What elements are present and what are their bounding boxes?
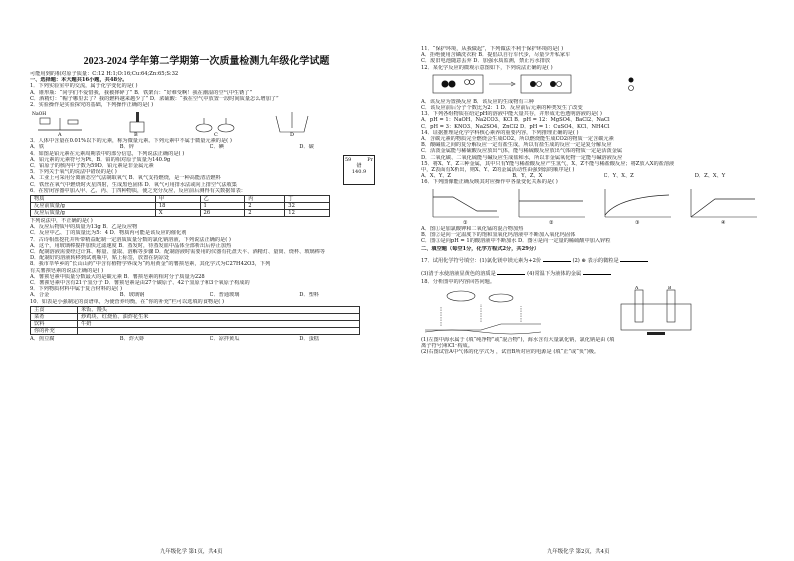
table-header: 甲 (155, 196, 200, 203)
question-10-options (30, 336, 383, 342)
q10-option-c: C．凉拌黄瓜 (209, 335, 240, 342)
table-row (31, 327, 360, 334)
table-cell: 牛奶 (78, 320, 360, 327)
q6-mass-table (30, 195, 330, 217)
exam-title: 2023-2024 学年第二学期第一次质量检测九年级化学试题 (83, 56, 330, 67)
q17-part-2: (2) (572, 258, 580, 265)
question-15: 15．将X、Y、Z三种金属，其中只有Y能与稀盐酸反应产生氢气，X、Z不能与稀盐酸反应；将Z放入X的盐溶液 (421, 160, 675, 167)
table-cell: 你的补充 (31, 327, 78, 334)
question-5: 5．下列关于氧气的说法中错误的是( ) (30, 169, 117, 176)
q10-option-b: B．炸大虾 (119, 335, 145, 342)
question-1: 1．下列实验室中的交流，属于化学变化的是( ) (30, 83, 138, 90)
question-2: 2．实验操作是实验探究的基础，下列操作正确的是( ) (30, 102, 154, 109)
q14-option-b: B．酸碱盐之间的复分解反应一定有盐生成，所以有盐生成的反应一定是复分解反应 (421, 142, 612, 149)
q9-option-d: D．塑料 (299, 292, 319, 299)
electrolysis-figure (621, 286, 691, 335)
exam-page-2 (397, 0, 794, 561)
dropper-figure (106, 110, 176, 136)
question-17-cont (421, 269, 780, 277)
svg-text:B: B (668, 286, 672, 292)
q18-part-1: (1)左图中海水属于 (填“纯净物”或“混合物”)，海水含有大量氯化钠，氯化钠是由 (填 (421, 337, 615, 344)
q18-part-1-cont: 离子符号)和Cl⁻构成。 (421, 343, 473, 350)
figure-label-c: C (214, 132, 218, 137)
table-cell: 1 (200, 203, 245, 210)
q12-option-cd: C．该反应前后分子个数比为2：1 D．反应前后元素的种类发生了改变 (421, 105, 583, 112)
graph-1-label: ① (463, 219, 468, 225)
section-2-heading: 二、填空题（每空1分，化学方程式2分，共29分） (421, 246, 540, 253)
q10-option-d: D．蛋糕 (299, 335, 319, 342)
table-row (31, 320, 360, 327)
table-cell: 12 (285, 210, 330, 217)
table-row (31, 203, 330, 210)
answer-blank (620, 256, 648, 262)
question-16: 16．下列图像能正确反映其对应操作中各量变化关系的是( ) (421, 179, 558, 186)
q17-part-4: (3)清于水使溶液显黄色的溶质是 (421, 270, 496, 277)
q15-option-c: C．Y、X、Z (603, 173, 634, 180)
question-8: 8．我市莘华乡的“长山山药”中含有植物学界成为“药用黄金”的薯蓣皂素，其化学式为C27H42O3，下列 (30, 261, 271, 268)
q3-option-d: D．碳 (299, 144, 314, 151)
q4-option-a: A．铂元素的元素符号为Pt，B．铂的相对原子质量为140.9g (30, 156, 171, 163)
question-13: 13．下列各组物质在给定pH的溶液中能大量共存，并形成无色透明溶液的是( ) (421, 111, 602, 118)
question-9: 9．下列物质材料中属于复合材料的是( ) (30, 286, 122, 293)
page-footer: 九年级化学 第1页，共4页 (160, 549, 223, 555)
q3-option-c: C．碘 (209, 144, 224, 151)
q5-option-ab: A．工业上可采用分离液态空气法制取氧气 B．氧气支持燃烧，是一种高能清洁燃料 (30, 175, 221, 182)
q14-option-c: C．活泼金属能与稀硫酸反应放出气体，能与稀硫酸反应放出气体的物质一定是活泼金属 (421, 148, 623, 155)
figure-label-b: B (134, 132, 138, 137)
graph-3-label: ③ (635, 219, 640, 225)
q9-option-b: B．玻璃钢 (119, 292, 145, 299)
q7-option-ab: A．这个，用玻璃棒搅拌加快过滤速度 B．蒸发时，待蒸发皿中晶体全部析出后停止加热 (30, 242, 232, 249)
table-cell: X (155, 210, 200, 217)
question-4: 4．如图是铂元素在元素周期表中的部分信息，下列说法正确的是( ) (30, 150, 185, 157)
graph-4-label: ④ (721, 219, 726, 225)
q18-figures (421, 286, 761, 336)
table-cell: 反应后质量/g (31, 210, 156, 217)
table-cell: 饮料 (31, 320, 78, 327)
table-cell: 26 (200, 210, 245, 217)
table-cell: 2 (245, 210, 285, 217)
q17-part-1: 17．试用化学符号填空：(1)氯化镁中镁元素为+2价 (421, 258, 542, 265)
q9-option-c: C．普通玻璃 (209, 292, 240, 299)
q15-option-d: D．Z、X、Y (694, 173, 726, 180)
q9-option-a: A．合金 (30, 292, 50, 299)
q18-part-2: (2)右图试管A中气体的化学式为 ，试管B所对应的电源是 (填“正”或“负”)极。 (421, 349, 600, 356)
question-12: 12．某化学反应的微观示意图如下，下列说法正确的是( ) (421, 64, 553, 71)
question-3: 3．人体中含量在0.01%以下的元素，称为微量元素。下列元素中不属于微量元素的是( ) (30, 138, 232, 145)
q16-option-b: B．图②是向一定温度下的饱和氢氧化钙溶液中不断加入氧化钙固体 (421, 231, 576, 238)
question-2-figures (30, 110, 383, 136)
table-cell: 主食 (31, 306, 78, 313)
table-header: 乙 (200, 196, 245, 203)
q6-option-ab: A．反应后物质甲的质量为13g B．乙是反应物 (30, 224, 138, 231)
figure-label-d: D (290, 132, 295, 137)
q3-option-b: B．锌 (119, 144, 134, 151)
water-cycle-figure (425, 291, 541, 334)
q12-option-ab: A．该反应为置换反应 B．该反应的生成物有三种 (421, 98, 534, 105)
element-name: 镨 (356, 162, 362, 169)
q17-part-5: (4)常温下为液体的金属 (527, 270, 582, 277)
question-17 (421, 256, 780, 264)
table-row (31, 313, 360, 320)
graph-2 (519, 189, 585, 225)
answer-blank (583, 269, 611, 275)
question-7: 7．古诗相盘挖托并所带精益配制一定溶质质量分数的氯化钠溶液，下列说法正确的是( ) (30, 236, 231, 243)
graph-2-label: ② (549, 219, 554, 225)
answer-blank (497, 269, 525, 275)
q13-option-ab: A．pH = 1：NaOH、Na2CO3、KCl B．pH = 12：MgSO4、BaCl2、NaCl (421, 117, 610, 124)
q15-option-b: B．Y、Z、X (512, 173, 543, 180)
table-cell (78, 327, 360, 334)
element-card (343, 155, 375, 185)
q16-option-cd: C．图③是向pH = 1的酸溶液中不断加水 D．图④是向一定量的稀硫酸中加入锌粒 (421, 238, 611, 245)
q17-part-3: 表示的微粒是 (587, 258, 619, 265)
atom-structure-icon: ⊕ (581, 258, 586, 265)
graph-3 (605, 189, 671, 225)
element-mass: 140.9 (351, 168, 367, 175)
section-1-heading: 一、选择题：本大题共16小题，共48分。 (30, 77, 128, 84)
question-18: 18．分析图中的内容回答问题。 (421, 278, 496, 285)
page-footer: 九年级化学 第2页，共4页 (547, 549, 610, 555)
table-cell: 菜肴 (31, 313, 78, 320)
naoh-label: NaOH (32, 112, 47, 118)
q6-stem: 下列说法中，不正确的是( ) (30, 218, 93, 225)
svg-text:A: A (635, 286, 639, 292)
reaction-diagram (431, 72, 731, 98)
question-1-option-ab: A．锥形瓶：“同学们不爱惜我，我被摔碎了” B．铁架台：“好难受啊！我在潮湿的空气中生锈了” (30, 89, 253, 96)
table-header: 丁 (285, 196, 330, 203)
q14-option-a: A．含碳元素的物质完全燃烧会生成CO2，所以燃烧能生成CO2的物质一定含碳元素 (421, 136, 614, 143)
table-cell: 32 (285, 203, 330, 210)
table-cell: 米饭、馒头 (78, 306, 360, 313)
q16-option-a: A．图①是加氯酸钾和二氧化锰的混合物加热 (421, 225, 524, 232)
graph-4 (691, 189, 757, 225)
table-cell: 2 (245, 203, 285, 210)
question-15-cont: 中，Z表面有X析出，则X、Y、Z的金属活动性由强到弱的顺序是( ) (421, 167, 575, 174)
table-cell: 反应前质量/g (31, 203, 156, 210)
q10-option-a: A．煎豆腐 (30, 335, 55, 342)
question-10: 10．如表是小强制定的食谱单，为使营养均衡，在“你的补充”栏可以选填的食物是( ) (30, 298, 224, 305)
figure-label-a: A (58, 132, 62, 137)
q5-option-cd: C．铁丝在氧气中燃烧时火星四射，生成黑色固体 D．氧气可用排水法或向上排空气法收集 (30, 181, 237, 188)
table-header: 丙 (245, 196, 285, 203)
table-cell: 18 (155, 203, 200, 210)
q8-option-ab: A．薯蓣皂素中质量分数最大的是碳元素 B．薯蓣皂素的相对分子质量为228 (30, 273, 205, 280)
q6-option-cd: C．反应中乙、丁的质量比为5：4 D．物质丙可能是该反应的催化剂 (30, 230, 187, 237)
q3-option-a: A．铁 (30, 144, 45, 151)
q11-option-ab: A．拒绝使用含磷洗衣粉 B．提倡以自行车代步，尽量少开私家车 (421, 52, 571, 59)
q13-option-cd: C．pH = 3：KNO3、Na2SO4、ZnCl2 D．pH = 1：CuSO4、KCl、NH4Cl (421, 123, 610, 130)
table-header-row (31, 196, 330, 203)
q7-option-d: D．配制好的溶液转移到试剂瓶中，贴上标签，放置在阴凉处 (30, 255, 170, 262)
q15-option-a: A．X、Y、Z (421, 173, 452, 180)
element-number: 59 (345, 156, 352, 163)
question-8-cont: 有关薯蓣皂素的说法正确的是( ) (30, 267, 104, 274)
question-6: 6．在密闭容器中加入甲、乙、丙、丁四种物质，使之充分反应，反应前后测得有关数据如表： (30, 187, 246, 194)
table-row (31, 306, 360, 313)
balance-figure (30, 110, 100, 136)
q14-option-d: D．二氧化碳、二氧化硫能与碱反应生成盐和水，所以非金属氧化物一定能与碱溶液反应 (421, 154, 623, 161)
q8-option-cd: C．薯蓣皂素中含有21个氢分子 D．薯蓣皂素是由27个碳原子、42个氢原子和3个氧原子构成的 (30, 280, 250, 287)
q16-graphs (421, 187, 771, 225)
beaker-figure (258, 110, 328, 136)
atomic-mass-note: 可能用到的相对原子质量：C:12 H:1;O:16;Cu:64;Zn:65;S:32 (30, 71, 179, 77)
question-11: 11．“保护环境，从我做起”，下列做法不利于保护环境的是( ) (421, 46, 564, 52)
answer-blank (543, 256, 571, 262)
lamp-figure (182, 110, 252, 136)
q7-option-c: C．配制溶液需要经过计算、称量、量取、溶解等步骤 D．配制溶液时需要用的仪器有托盘天平、酒精灯、量筒、烧杯、玻璃棒等 (30, 249, 326, 256)
element-symbol: Pr (367, 156, 373, 163)
graph-1 (433, 189, 499, 225)
table-header: 物质 (31, 196, 156, 203)
question-14: 14．证据推理是化学学科核心素养的重要内容，下列推理正确的是( ) (421, 129, 579, 136)
menu-table (30, 306, 360, 335)
q11-option-cd: C．废旧电池随意丢弃 D．加强水质监测，禁止污水排放 (421, 58, 551, 65)
table-cell: 炒鸡块、红烧鱼、油炸花生米 (78, 313, 360, 320)
q4-option-c: C．铂原子的核内中子数为59D．铂元素是非金属元素 (30, 163, 154, 170)
table-row (31, 210, 330, 217)
question-1-option-cd: C．酒精灯：“帽子哪里去了？我的燃料越来越少了” D．浓硫酸：“我在空气中放置一段时间质量怎么增加了” (30, 95, 279, 102)
